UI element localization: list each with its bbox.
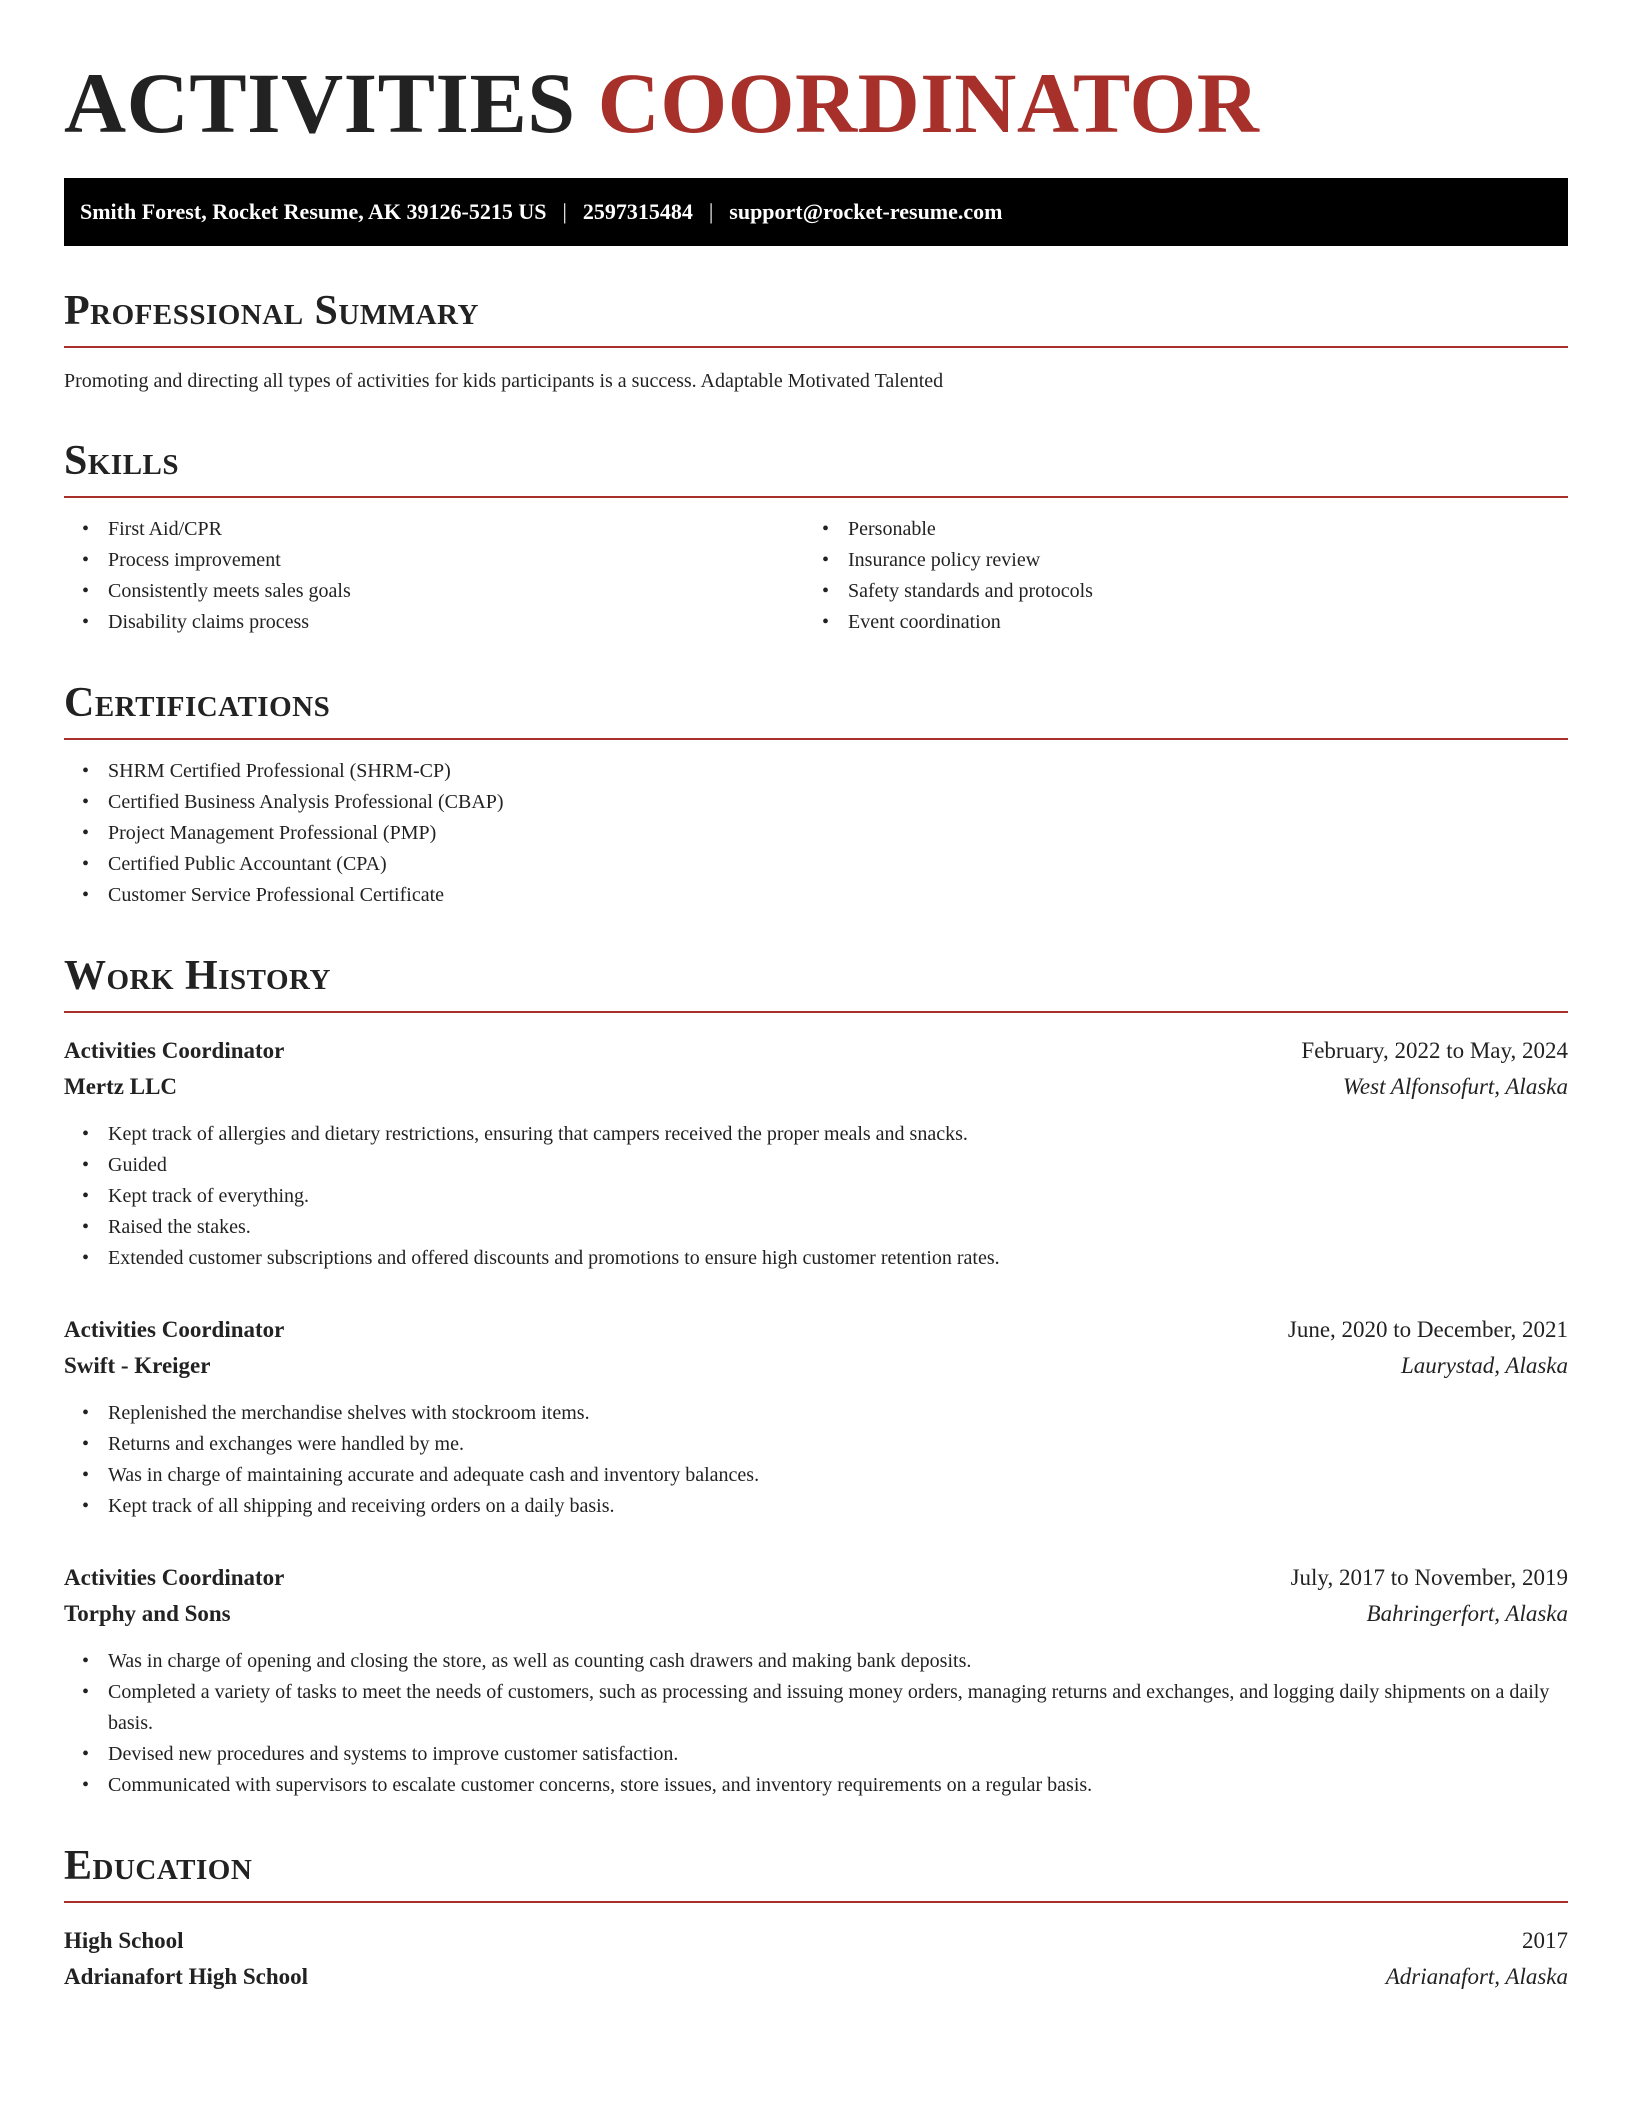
job-dates: June, 2020 to December, 2021 xyxy=(1287,1317,1568,1342)
summary-text: Promoting and directing all types of activities for kids participants is a success. Adaptable Motivated Talented xyxy=(64,370,944,392)
job-company: Swift - Kreiger xyxy=(64,1353,211,1378)
skills-grid xyxy=(64,514,1568,638)
job-title: Activities Coordinator xyxy=(64,1317,285,1342)
skill-item: • Process improvement xyxy=(64,545,804,576)
job-bullet: • Returns and exchanges were handled by me. xyxy=(64,1429,1568,1460)
job-bullets xyxy=(64,1398,1568,1522)
job-bullet: • Was in charge of maintaining accurate and adequate cash and inventory balances. xyxy=(64,1460,1568,1491)
job-bullet: • Devised new procedures and systems to improve customer satisfaction. xyxy=(64,1739,1568,1770)
job-bullet: • Replenished the merchandise shelves with stockroom items. xyxy=(64,1398,1568,1429)
contact-address: Smith Forest, Rocket Resume, AK 39126-5215 US xyxy=(80,199,547,224)
certification-item: • Project Management Professional (PMP) xyxy=(64,818,1568,849)
job-bullets xyxy=(64,1119,1568,1274)
education-location: Adrianafort, Alaska xyxy=(1385,1964,1568,1989)
job-bullet: • Raised the stakes. xyxy=(64,1212,1568,1243)
skills-section xyxy=(64,440,1568,638)
education-year: 2017 xyxy=(1522,1928,1568,1953)
job-company: Mertz LLC xyxy=(64,1074,178,1099)
title-part-1: ACTIVITIES xyxy=(64,55,576,151)
contact-separator: | xyxy=(562,199,567,224)
work-history-heading: Work History xyxy=(64,955,1568,1013)
skill-item: • First Aid/CPR xyxy=(64,514,804,545)
contact-bar xyxy=(64,178,1568,246)
job-bullet: • Guided xyxy=(64,1150,1568,1181)
skills-list-left xyxy=(64,514,804,638)
summary-heading: Professional Summary xyxy=(64,290,1568,348)
job-entry xyxy=(64,1560,1568,1801)
job-title: Activities Coordinator xyxy=(64,1565,285,1590)
certification-item: • Customer Service Professional Certificate xyxy=(64,880,1568,911)
certification-item: • Certified Public Accountant (CPA) xyxy=(64,849,1568,880)
skill-item: • Consistently meets sales goals xyxy=(64,576,804,607)
job-bullet: • Was in charge of opening and closing the store, as well as counting cash drawers and making bank deposits. xyxy=(64,1646,1568,1677)
skills-heading: Skills xyxy=(64,440,1568,498)
education-school: Adrianafort High School xyxy=(64,1964,309,1989)
contact-separator: | xyxy=(708,199,714,224)
skill-item: • Safety standards and protocols xyxy=(804,576,1544,607)
skill-item: • Personable xyxy=(804,514,1544,545)
contact-email: support@rocket-resume.com xyxy=(729,199,1003,224)
job-company: Torphy and Sons xyxy=(64,1601,231,1626)
job-dates: February, 2022 to May, 2024 xyxy=(1301,1038,1568,1063)
education-entry xyxy=(64,1923,1568,1995)
job-bullets xyxy=(64,1646,1568,1801)
education-heading: Education xyxy=(64,1845,1568,1903)
job-bullet: • Kept track of all shipping and receiving orders on a daily basis. xyxy=(64,1491,1568,1522)
certification-item: • Certified Business Analysis Professional (CBAP) xyxy=(64,787,1568,818)
education-section xyxy=(64,1845,1568,1995)
skills-list-right xyxy=(804,514,1544,638)
certifications-list xyxy=(64,756,1568,911)
job-bullet: • Extended customer subscriptions and offered discounts and promotions to ensure high customer retention rates. xyxy=(64,1243,1568,1274)
contact-phone: 2597315484 xyxy=(582,199,693,224)
certifications-section xyxy=(64,682,1568,911)
certifications-heading: Certifications xyxy=(64,682,1568,740)
job-bullet: • Kept track of allergies and dietary restrictions, ensuring that campers received the proper meals and snacks. xyxy=(64,1119,1568,1150)
job-location: Laurystad, Alaska xyxy=(1401,1353,1568,1378)
certification-item: • SHRM Certified Professional (SHRM-CP) xyxy=(64,756,1568,787)
skill-item: • Insurance policy review xyxy=(804,545,1544,576)
job-location: Bahringerfort, Alaska xyxy=(1366,1601,1568,1626)
job-dates: July, 2017 to November, 2019 xyxy=(1290,1565,1568,1590)
job-bullet: • Completed a variety of tasks to meet the needs of customers, such as processing and issuing money orders, managing returns and exchanges, and logging daily shipments on a daily basis. xyxy=(64,1677,1568,1739)
skill-item: • Event coordination xyxy=(804,607,1544,638)
job-entry xyxy=(64,1312,1568,1522)
work-history-section xyxy=(64,955,1568,1801)
job-bullet: • Communicated with supervisors to escalate customer concerns, store issues, and inventory requirements on a regular basis. xyxy=(64,1770,1568,1801)
job-entry xyxy=(64,1033,1568,1274)
skill-item: • Disability claims process xyxy=(64,607,804,638)
job-location: West Alfonsofurt, Alaska xyxy=(1342,1074,1568,1099)
summary-section xyxy=(64,290,1568,396)
title-part-2: COORDINATOR xyxy=(597,55,1260,151)
job-bullet: • Kept track of everything. xyxy=(64,1181,1568,1212)
resume-title xyxy=(64,55,1568,151)
job-title: Activities Coordinator xyxy=(64,1038,285,1063)
education-degree: High School xyxy=(64,1928,184,1953)
